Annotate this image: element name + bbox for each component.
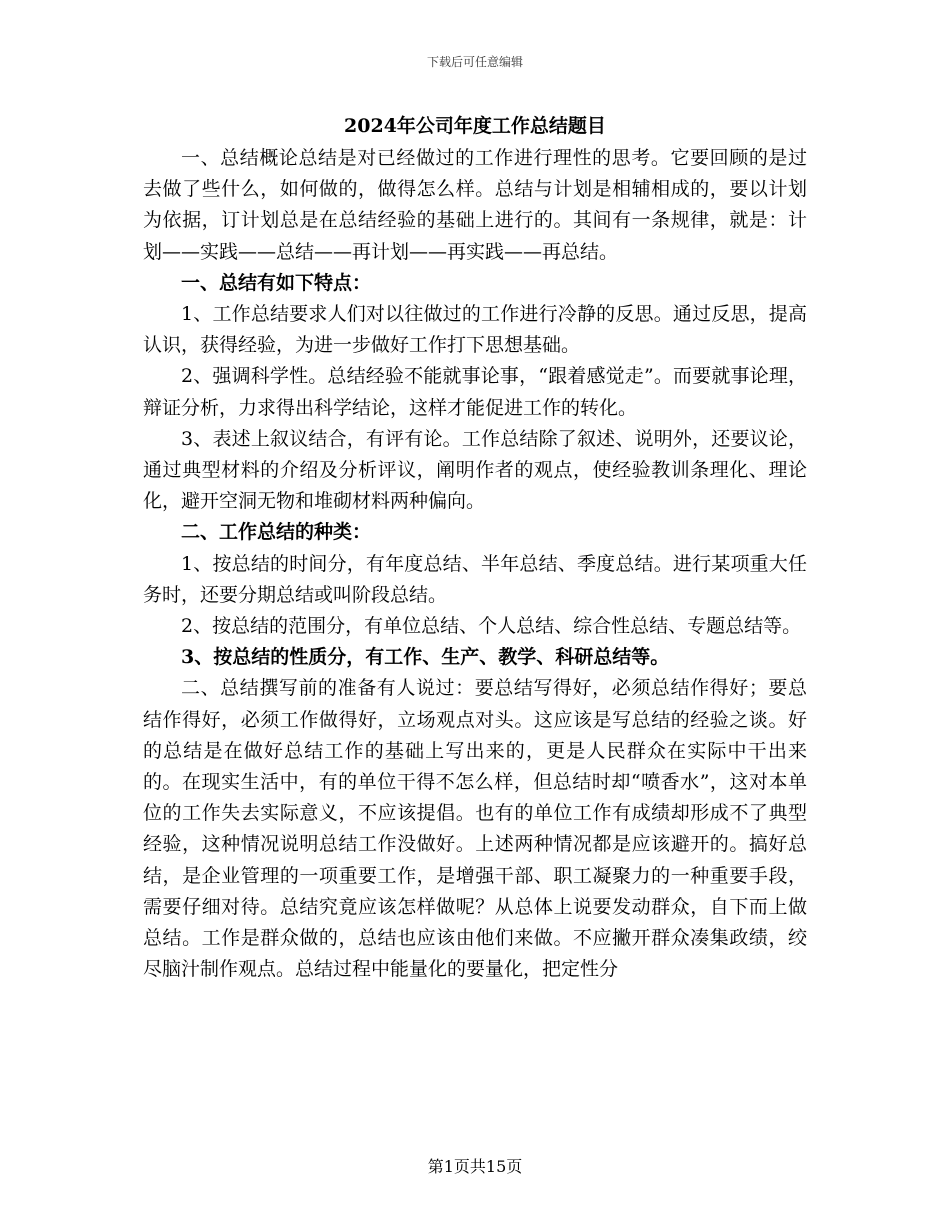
paragraph-overview: 一、总结概论总结是对已经做过的工作进行理性的思考。它要回顾的是过去做了些什么，如何做的，做得怎么样。总结与计划是相辅相成的，要以计划为依据，订计划总是在总结经验的基础上进行的。其间有一条规律，就是：计划——实践——总结——再计划——再实践——再总结。 xyxy=(143,147,807,263)
paragraph-feature-2: 2、强调科学性。总结经验不能就事论事，“跟着感觉走”。而要就事论理，辩证分析，力求得出科学结论，这样才能促进工作的转化。 xyxy=(143,365,807,419)
section-heading-features: 一、总结有如下特点： xyxy=(181,271,372,294)
paragraph-type-3: 3、按总结的性质分，有工作、生产、教学、科研总结等。 xyxy=(181,646,670,669)
paragraph-preparation: 二、总结撰写前的准备有人说过：要总结写得好，必须总结作得好；要总结作得好，必须工作做得好，立场观点对头。这应该是写总结的经验之谈。好的总结是在做好总结工作的基础上写出来的，更是人民群众在实际中干出来的。在现实生活中，有的单位干得不怎么样，但总结时却“喷香水”，这对本单位的工作失去实际意义，不应该提倡。也有的单位工作有成绩却形成不了典型经验，这种情况说明总结工作没做好。上述两种情况都是应该避开的。搞好总结，是企业管理的一项重要工作，是增强干部、职工凝聚力的一种重要手段，需要仔细对待。总结究竟应该怎样做呢？从总体上说要发动群众，自下而上做总结。工作是群众做的，总结也应该由他们来做。不应撇开群众凑集政绩，绞尽脑汁制作观点。总结过程中能量化的要量化，把定性分 xyxy=(143,677,807,981)
page-header-note: 下载后可任意编辑 xyxy=(426,55,523,69)
paragraph-type-2: 2、按总结的范围分，有单位总结、个人总结、综合性总结、专题总结等。 xyxy=(181,615,802,638)
document-body xyxy=(143,143,807,985)
page-number: 第1页共15页 xyxy=(427,1157,523,1176)
paragraph-feature-3: 3、表述上叙议结合，有评有论。工作总结除了叙述、说明外，还要议论，通过典型材料的介绍及分析评议，阐明作者的观点，使经验教训条理化、理论化，避开空洞无物和堆砌材料两种偏向。 xyxy=(143,427,807,513)
document-title: 2024年公司年度工作总结题目 xyxy=(344,115,606,137)
paragraph-feature-1: 1、工作总结要求人们对以往做过的工作进行冷静的反思。通过反思，提高认识，获得经验，为进一步做好工作打下思想基础。 xyxy=(143,303,807,357)
section-heading-types: 二、工作总结的种类： xyxy=(181,521,372,544)
paragraph-type-1: 1、按总结的时间分，有年度总结、半年总结、季度总结。进行某项重大任务时，还要分期总结或叫阶段总结。 xyxy=(143,552,807,606)
